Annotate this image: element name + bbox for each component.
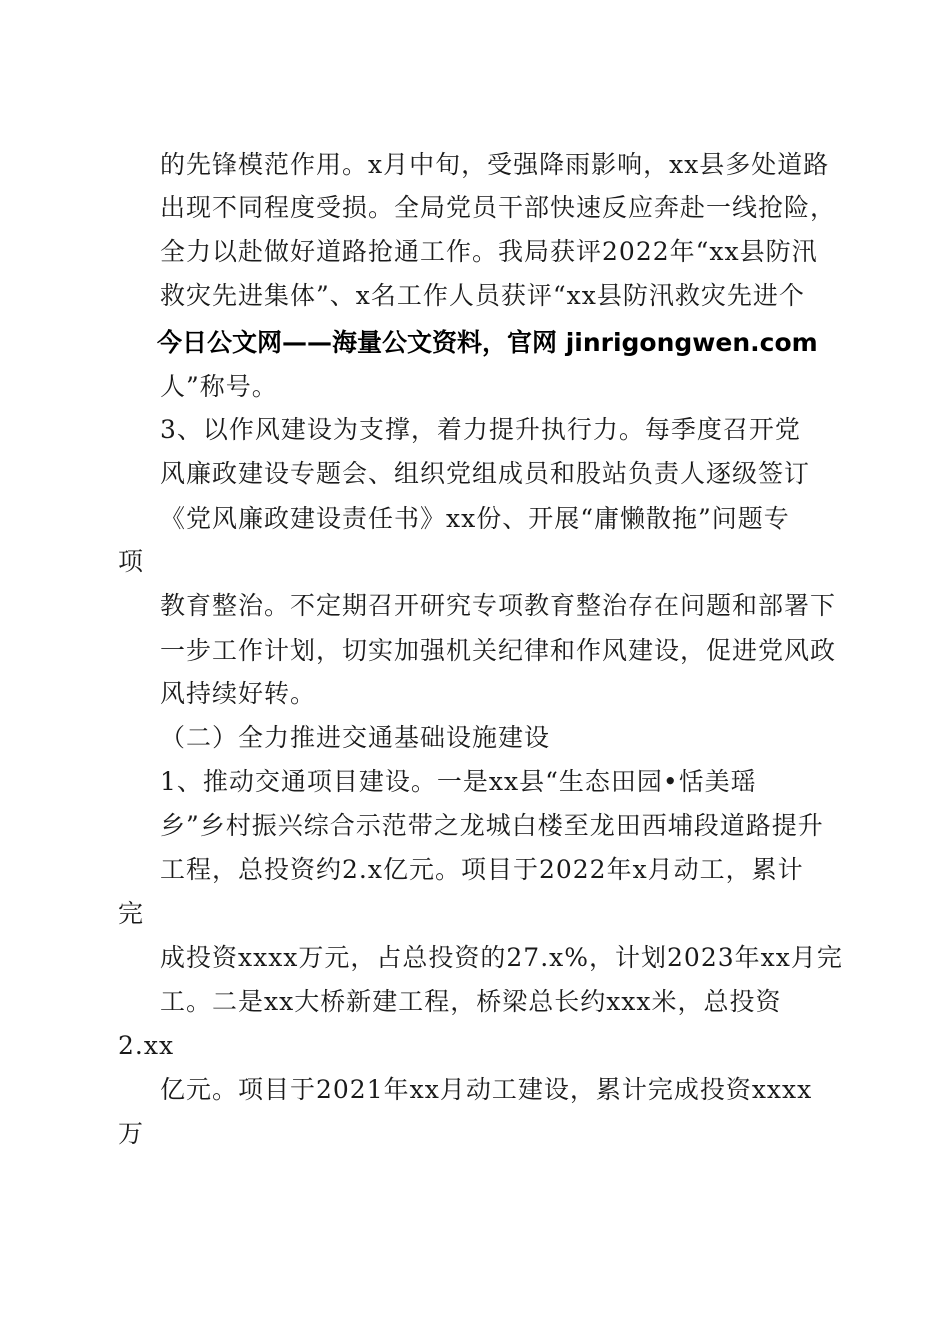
section-heading: （二）全力推进交通基础设施建设 — [160, 723, 551, 752]
text-line-17: 成投资xxxx万元，占总投资的27.x%，计划2023年xx月完 — [160, 943, 843, 972]
text-line-3: 全力以赴做好道路抢通工作。我局获评2022年“xx县防汛 — [160, 237, 818, 266]
text-line-15: 工程，总投资约2.x亿元。项目于2022年x月动工，累计 — [160, 855, 804, 884]
text-line-19: 2.xx — [118, 1031, 175, 1060]
text-line-10: 教育整治。不定期召开研究专项教育整治存在问题和部署下 — [160, 591, 837, 620]
text-line-5: 人”称号。 — [160, 372, 278, 401]
text-line-8: 《党风廉政建设责任书》xx份、开展“庸懒散拖”问题专 — [160, 504, 790, 533]
text-line-16: 完 — [118, 899, 145, 928]
text-line-1: 的先锋模范作用。x月中旬，受强降雨影响，xx县多处道路 — [160, 150, 830, 179]
text-line-4: 救灾先进集体”、x名工作人员获评“xx县防汛救灾先进个 — [160, 281, 805, 310]
text-line-14: 乡”乡村振兴综合示范带之龙城白楼至龙田西埔段道路提升 — [160, 811, 824, 840]
text-line-6: 3、以作风建设为支撑，着力提升执行力。每季度召开党 — [160, 415, 801, 444]
text-line-20: 亿元。项目于2021年xx月动工建设，累计完成投资xxxx — [160, 1075, 813, 1104]
text-line-9: 项 — [118, 547, 145, 576]
text-line-13: 1、推动交通项目建设。一是xx县“生态田园•恬美瑶 — [160, 767, 757, 796]
text-line-7: 风廉政建设专题会、组织党组成员和股站负责人逐级签订 — [160, 459, 811, 488]
text-line-2: 出现不同程度受损。全局党员干部快速反应奔赴一线抢险， — [160, 193, 837, 222]
text-line-12: 风持续好转。 — [160, 679, 317, 708]
watermark-text: 今日公文网——海量公文资料，官网 jinrigongwen.com — [157, 328, 818, 357]
text-line-11: 一步工作计划，切实加强机关纪律和作风建设，促进党风政 — [160, 636, 837, 665]
text-line-18: 工。二是xx大桥新建工程，桥梁总长约xxx米，总投资 — [160, 987, 782, 1016]
text-line-21: 万 — [118, 1119, 145, 1148]
